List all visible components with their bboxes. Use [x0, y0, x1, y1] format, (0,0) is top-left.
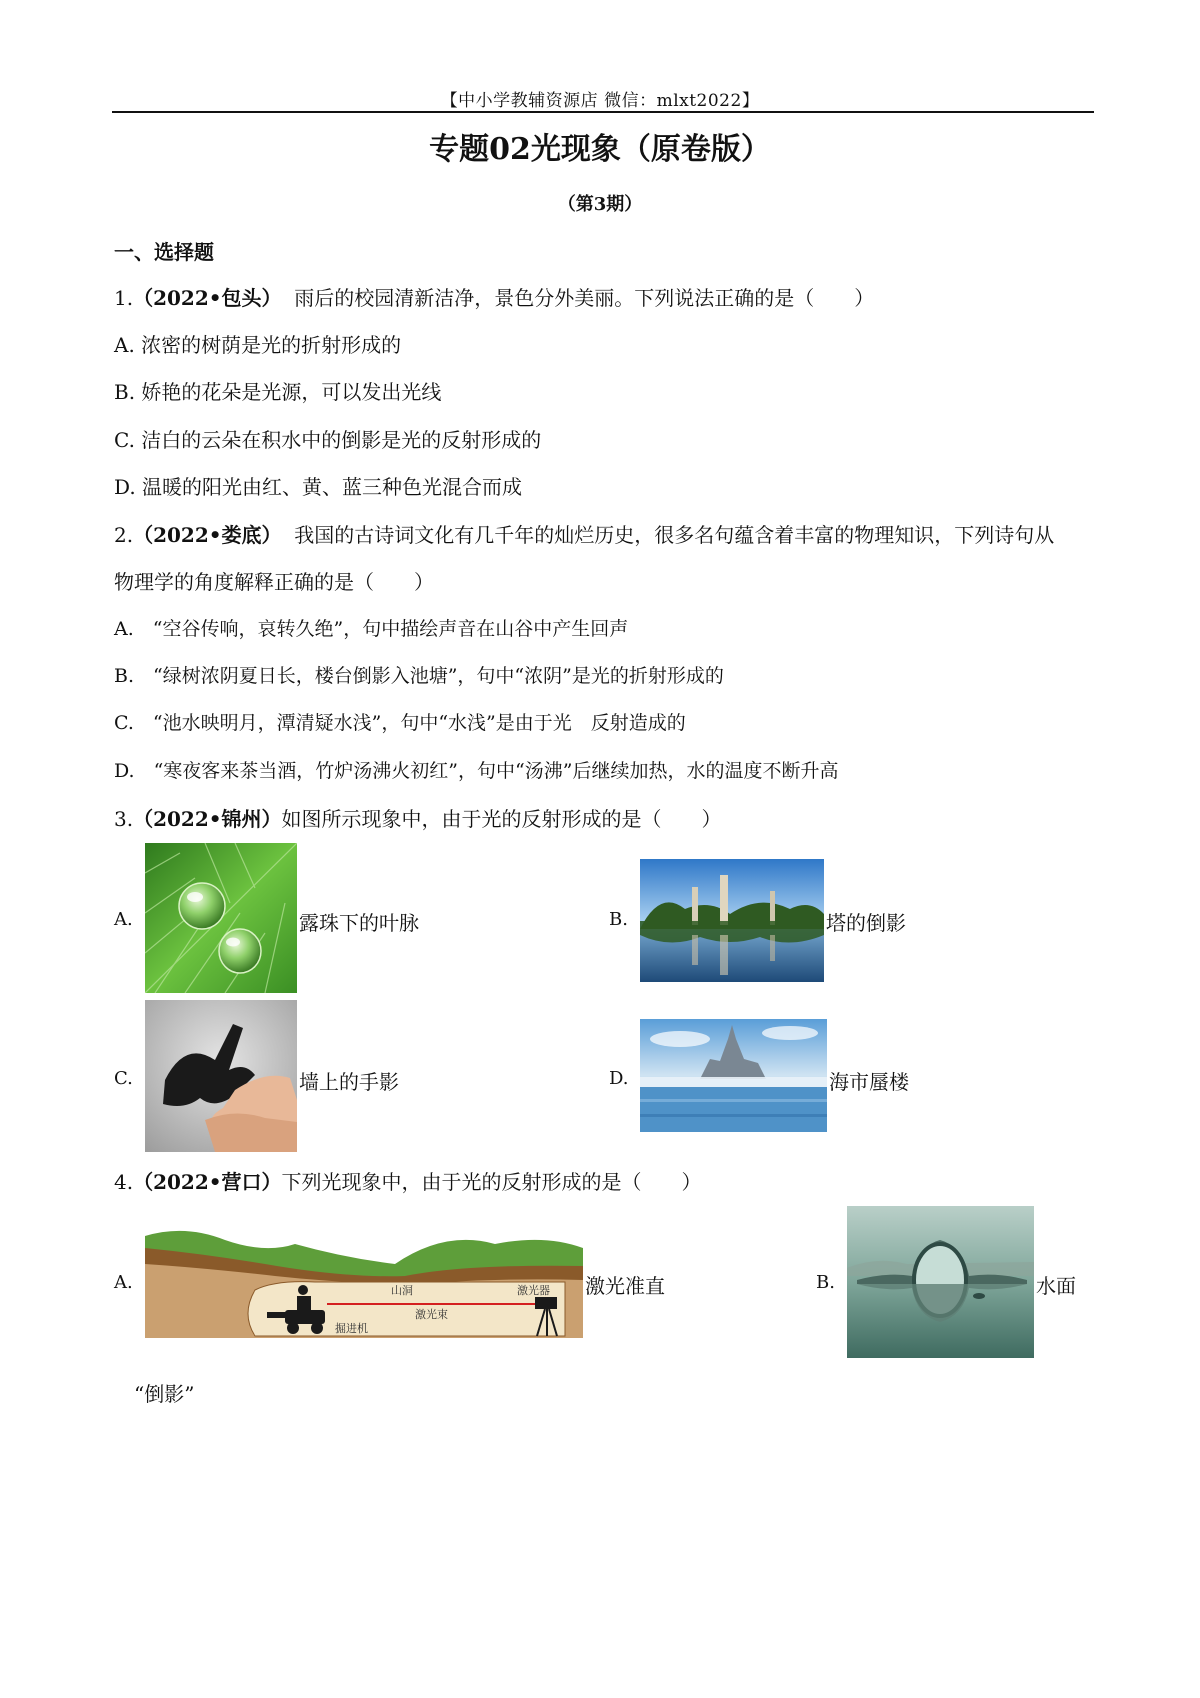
- q2-option-c: C. “池水映明月，潭清疑水浅”，句中“水浅”是由于光 反射造成的: [114, 712, 686, 734]
- q3-option-a-letter: A.: [114, 909, 133, 930]
- question-1-stem: [114, 282, 874, 311]
- q4-option-a-caption: 激光准直: [585, 1274, 665, 1298]
- header-note: 【中小学教辅资源店 微信：mlxt2022】: [440, 91, 760, 111]
- question-source: （2022•营口）: [133, 1170, 282, 1194]
- issue-number: （第3期）: [557, 194, 643, 215]
- diagram-label-laser: 激光器: [517, 1284, 550, 1297]
- q3-option-b-letter: B.: [609, 909, 628, 930]
- q3-option-d-letter: D.: [609, 1068, 629, 1089]
- question-4-stem: [114, 1166, 702, 1195]
- question-text: 我国的古诗词文化有几千年的灿烂历史，很多名句蕴含着丰富的物理知识，下列诗句从: [294, 523, 1055, 547]
- q1-option-d: D. 温暖的阳光由红、黄、蓝三种色光混合而成: [114, 475, 523, 499]
- laser-tunnel-diagram: [145, 1224, 583, 1338]
- diagram-label-cave: 山洞: [391, 1284, 413, 1297]
- leaf-dew-image: [145, 843, 297, 993]
- q2-option-a: A. “空谷传响，哀转久绝”，句中描绘声音在山谷中产生回声: [114, 618, 629, 640]
- q3-option-d-caption: 海市蜃楼: [829, 1070, 909, 1094]
- question-number: 1.: [114, 286, 134, 310]
- q2-option-b: B. “绿树浓阴夏日长，楼台倒影入池塘”，句中“浓阴”是光的折射形成的: [114, 665, 724, 687]
- q4-option-b-caption: 水面: [1036, 1274, 1076, 1298]
- question-text: 雨后的校园清新洁净，景色分外美丽。下列说法正确的是（ ）: [294, 286, 875, 310]
- hand-shadow-image: [145, 1000, 297, 1152]
- question-text: 如图所示现象中，由于光的反射形成的是（ ）: [281, 807, 722, 831]
- mirage-image: [640, 1019, 827, 1132]
- q2-option-d: D. “寒夜客来茶当酒，竹炉汤沸火初红”，句中“汤沸”后继续加热，水的温度不断升高: [114, 760, 839, 782]
- question-2-stem: [114, 519, 1054, 548]
- question-3-stem: [114, 803, 722, 832]
- header-divider: [112, 111, 1094, 113]
- question-2-stem-cont: 物理学的角度解释正确的是（ ）: [114, 570, 434, 594]
- question-number: 4.: [114, 1170, 134, 1194]
- diagram-label-machine: 掘进机: [335, 1322, 368, 1335]
- question-source: （2022•包头）: [133, 286, 282, 310]
- page-title: 专题02光现象（原卷版）: [429, 132, 771, 167]
- question-source: （2022•锦州）: [133, 807, 282, 831]
- q4-option-a-letter: A.: [114, 1272, 133, 1293]
- question-number: 3.: [114, 807, 134, 831]
- q3-option-c-caption: 墙上的手影: [299, 1070, 399, 1094]
- question-source: （2022•娄底）: [133, 523, 282, 547]
- q3-option-b-caption: 塔的倒影: [826, 911, 906, 935]
- bridge-reflection-image: [847, 1206, 1034, 1358]
- question-text: 下列光现象中，由于光的反射形成的是（ ）: [281, 1170, 702, 1194]
- q1-option-a: A. 浓密的树荫是光的折射形成的: [114, 333, 402, 357]
- section-heading: 一、选择题: [114, 240, 214, 264]
- q3-option-c-letter: C.: [114, 1068, 133, 1089]
- question-number: 2.: [114, 523, 134, 547]
- q3-option-a-caption: 露珠下的叶脉: [299, 911, 419, 935]
- q1-option-b: B. 娇艳的花朵是光源，可以发出光线: [114, 380, 442, 404]
- q4-option-b-caption-cont: “倒影”: [134, 1382, 195, 1406]
- q1-option-c: C. 洁白的云朵在积水中的倒影是光的反射形成的: [114, 428, 542, 452]
- pagoda-reflection-image: [640, 859, 824, 982]
- diagram-label-beam: 激光束: [415, 1308, 448, 1321]
- q4-option-b-letter: B.: [816, 1272, 835, 1293]
